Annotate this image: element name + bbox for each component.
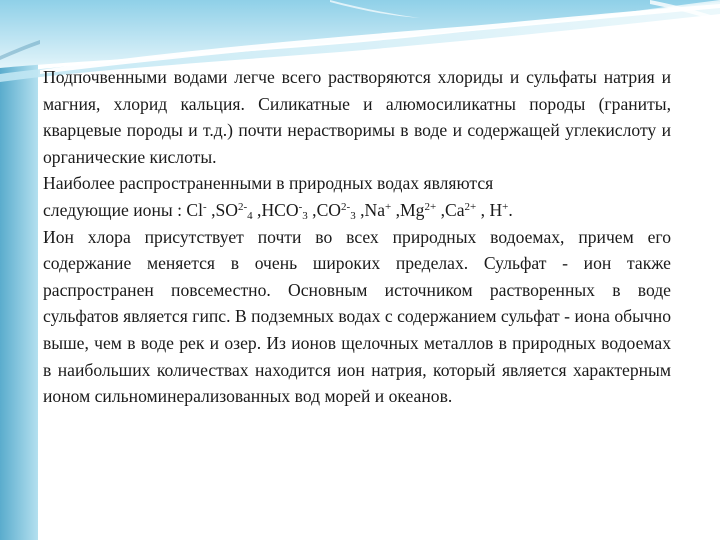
- ion-charge: 2-: [341, 200, 351, 213]
- ion-formula: [261, 200, 316, 220]
- ion-subscript: 3: [302, 209, 308, 222]
- ion-subscript: 3: [350, 209, 356, 222]
- ion-separator: ,: [307, 199, 317, 220]
- ion-formula: [215, 200, 261, 220]
- ion-formula: [186, 200, 215, 220]
- ion-charge: 2+: [464, 200, 477, 213]
- ion-separator: .: [508, 199, 513, 220]
- ion-formula: [400, 200, 445, 220]
- ion-symbol: Cl: [186, 199, 203, 220]
- paragraph-solubility: Подпочвенными водами легче всего растворяются хлориды и сульфаты натрия и магния, хлорид кальция. Силикатные и алюмосиликатны породы (граниты, кварцевые породы и т.д.) почти нерастворимы в воде и содержащей углекислоту и органические кислоты.: [43, 67, 671, 167]
- ion-separator: ,: [391, 199, 401, 220]
- ion-symbol: Mg: [400, 199, 425, 220]
- ion-symbol: HCO: [261, 199, 299, 220]
- ion-symbol: CO: [316, 199, 342, 220]
- ion-formula: [445, 200, 489, 220]
- ion-formula: [317, 200, 365, 220]
- ion-charge: -: [203, 200, 207, 213]
- ion-separator: ,: [436, 199, 445, 220]
- paragraph-common-ions-intro: Наиболее распространенными в природных водах являются: [43, 173, 494, 194]
- ions-list-prefix: следующие ионы :: [43, 199, 187, 220]
- ion-formula: [364, 200, 400, 220]
- ion-charge: 2-: [237, 200, 248, 213]
- ion-charge: +: [385, 200, 392, 213]
- paragraph-chloride-sulfate: Ион хлора присутствует почти во всех природных водоемах, причем его содержание меняется в очень широких пределах. Сульфат - ион также распространен повсеместно. Основным источником растворенных в воде сульфатов является гипс. В подземных водах с содержанием сульфат - иона обычно выше, чем в воде рек и озер. Из ионов щелочных металлов в природных водоемах в наибольших количествах находится ион натрия, который является характерным ионом сильноминерализованных вод морей и океанов.: [43, 226, 671, 407]
- ion-separator: ,: [206, 199, 216, 220]
- ion-symbol: H: [489, 199, 503, 220]
- ion-symbol: Na: [364, 199, 385, 220]
- slide-text-body: [43, 64, 671, 410]
- ions-list-line: [43, 197, 671, 224]
- ion-symbol: SO: [215, 199, 238, 220]
- ions-formula-list: [186, 200, 512, 220]
- ion-charge: 2+: [424, 200, 437, 213]
- ion-subscript: 4: [247, 209, 253, 222]
- ion-formula: [489, 200, 512, 220]
- ion-charge: -: [298, 200, 303, 213]
- ion-separator: ,: [355, 199, 365, 220]
- ion-charge: +: [502, 200, 509, 213]
- ion-separator: ,: [252, 199, 262, 220]
- ion-symbol: Ca: [444, 199, 465, 220]
- ion-separator: ,: [476, 199, 490, 220]
